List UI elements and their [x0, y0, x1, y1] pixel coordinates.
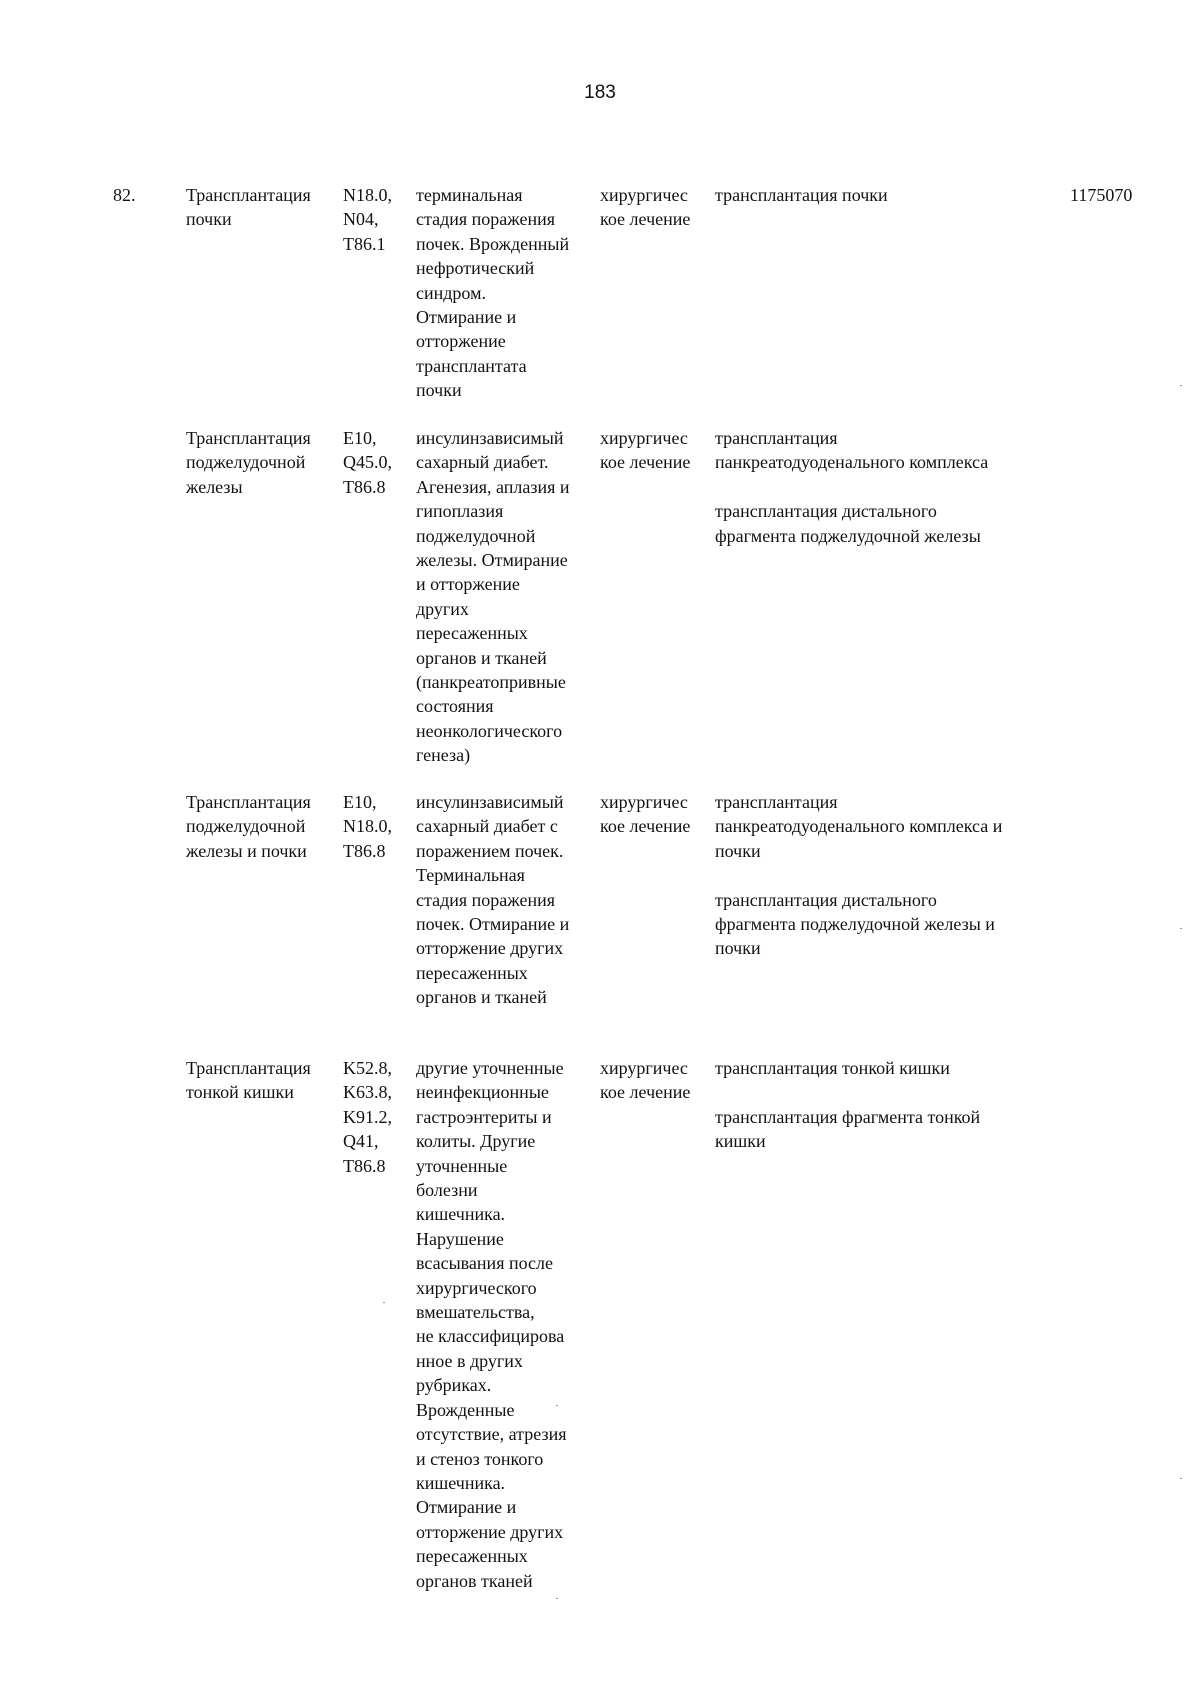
treatment-type-line: кое лечение [600, 1082, 691, 1103]
diagnosis-line: железы. Отмирание [416, 550, 568, 571]
treatment-type-line: кое лечение [600, 816, 691, 837]
icd-code: K52.8, [343, 1058, 392, 1078]
treatment-type [600, 426, 712, 475]
treatment-method-line: трансплантация почки [715, 185, 888, 205]
procedure-name [186, 790, 336, 863]
treatment-method-line: трансплантация [715, 792, 838, 812]
diagnosis-line: гипоплазия [416, 501, 504, 522]
diagnosis-line: и отторжение [416, 574, 520, 595]
procedure-name-line: Трансплантация [186, 792, 311, 812]
diagnosis-line: органов и тканей [416, 647, 547, 668]
diagnosis-line: сахарный диабет с [416, 816, 558, 837]
diagnosis-line: органов и тканей [416, 987, 547, 1008]
diagnosis-line: кишечника. [416, 1204, 506, 1225]
treatment-type [600, 183, 712, 232]
procedure-name-line: железы и почки [186, 840, 307, 861]
treatment-methods [715, 1056, 1055, 1154]
scan-speck [383, 1302, 385, 1303]
treatment-method [715, 183, 1055, 207]
diagnosis-line: другие уточненные [416, 1058, 564, 1078]
diagnosis-line: отторжение других [416, 938, 564, 959]
procedure-name [186, 1056, 336, 1105]
icd-code: T86.8 [343, 840, 386, 861]
diagnosis [416, 790, 598, 1010]
diagnosis-line: стадия поражения [416, 209, 555, 230]
treatment-method [715, 426, 1055, 475]
diagnosis-line: пересаженных [416, 962, 528, 983]
scan-speck [556, 1405, 558, 1406]
diagnosis-line: органов тканей [416, 1570, 533, 1591]
treatment-method-line: фрагмента поджелудочной железы [715, 525, 981, 546]
treatment-methods [715, 426, 1055, 548]
row-number: 82. [113, 185, 136, 205]
icd-codes [343, 183, 413, 256]
icd-code: T86.8 [343, 476, 386, 497]
treatment-method [715, 888, 1055, 961]
diagnosis-line: Врожденные [416, 1399, 515, 1420]
diagnosis-line: почек. Врожденный [416, 233, 570, 254]
diagnosis [416, 426, 598, 768]
diagnosis-line: (панкреатопривные [416, 672, 566, 693]
icd-code: N04, [343, 209, 379, 230]
treatment-method [715, 790, 1055, 863]
diagnosis-line: состояния [416, 696, 494, 717]
icd-code: N18.0, [343, 816, 392, 837]
treatment-method-line: трансплантация [715, 428, 838, 448]
treatment-type-line: хирургичес [600, 792, 688, 812]
procedure-name-line: поджелудочной [186, 452, 306, 473]
icd-code: Q41, [343, 1131, 379, 1152]
diagnosis-line: хирургического [416, 1277, 537, 1298]
treatment-type-line: хирургичес [600, 185, 688, 205]
page-number: 183 [584, 82, 616, 103]
diagnosis-line: синдром. [416, 282, 486, 303]
icd-code: Q45.0, [343, 452, 392, 473]
diagnosis-line: сахарный диабет. [416, 452, 549, 473]
procedure-name [186, 426, 336, 499]
diagnosis [416, 1056, 598, 1593]
diagnosis-line: генеза) [416, 745, 471, 766]
treatment-type-line: хирургичес [600, 428, 688, 448]
treatment-method [715, 499, 1055, 548]
treatment-method-line: трансплантация тонкой кишки [715, 1058, 950, 1078]
diagnosis-line: трансплантата [416, 355, 527, 376]
treatment-method-line: трансплантация дистального [715, 501, 937, 522]
procedure-name-line: Трансплантация [186, 1058, 311, 1078]
diagnosis-line: отсутствие, атрезия [416, 1424, 567, 1445]
diagnosis-line: почек. Отмирание и [416, 914, 570, 935]
diagnosis-line: колиты. Другие [416, 1131, 536, 1152]
icd-code: N18.0, [343, 185, 392, 205]
icd-code: T86.1 [343, 233, 386, 254]
procedure-name-line: железы [186, 476, 243, 497]
diagnosis-line: всасывания после [416, 1253, 554, 1274]
icd-codes [343, 1056, 413, 1178]
icd-code: E10, [343, 792, 377, 812]
scan-speck [1180, 928, 1182, 929]
diagnosis-line: нное в других [416, 1350, 523, 1371]
diagnosis-line: поражением почек. [416, 840, 564, 861]
treatment-type-line: хирургичес [600, 1058, 688, 1078]
diagnosis [416, 183, 598, 403]
diagnosis-line: рубриках. [416, 1375, 492, 1396]
diagnosis-line: терминальная [416, 185, 523, 205]
icd-codes [343, 426, 413, 499]
treatment-method-line: панкреатодуоденального комплекса [715, 452, 989, 473]
icd-codes [343, 790, 413, 863]
treatment-method-line: почки [715, 840, 761, 861]
treatment-method-line: кишки [715, 1131, 766, 1152]
diagnosis-line: кишечника. [416, 1472, 506, 1493]
treatment-method-line: фрагмента поджелудочной железы и [715, 914, 995, 935]
treatment-type [600, 1056, 712, 1105]
diagnosis-line: Отмирание и [416, 1497, 517, 1518]
icd-code: K91.2, [343, 1106, 392, 1127]
diagnosis-line: инсулинзависимый [416, 792, 564, 812]
procedure-name-line: Трансплантация [186, 428, 311, 448]
diagnosis-line: болезни [416, 1180, 478, 1201]
treatment-type [600, 790, 712, 839]
treatment-type-line: кое лечение [600, 209, 691, 230]
diagnosis-line: отторжение других [416, 1521, 564, 1542]
scan-speck [1180, 1478, 1182, 1479]
diagnosis-line: Терминальная [416, 865, 525, 886]
diagnosis-line: уточненные [416, 1155, 508, 1176]
diagnosis-line: и стеноз тонкого [416, 1448, 544, 1469]
diagnosis-line: пересаженных [416, 1546, 528, 1567]
icd-code: E10, [343, 428, 377, 448]
procedure-name-line: Трансплантация [186, 185, 311, 205]
diagnosis-line: гастроэнтериты и [416, 1106, 552, 1127]
treatment-methods [715, 790, 1055, 961]
procedure-name [186, 183, 336, 232]
diagnosis-line: других [416, 598, 469, 619]
icd-code: K63.8, [343, 1082, 392, 1103]
icd-code: T86.8 [343, 1155, 386, 1176]
procedure-name-line: поджелудочной [186, 816, 306, 837]
scan-speck [1180, 385, 1182, 386]
procedure-name-line: тонкой кишки [186, 1082, 294, 1103]
scan-speck [556, 1598, 558, 1599]
diagnosis-line: не классифицирова [416, 1326, 565, 1347]
treatment-method [715, 1105, 1055, 1154]
diagnosis-line: Агенезия, аплазия и [416, 476, 570, 497]
procedure-name-line: почки [186, 209, 232, 230]
treatment-methods [715, 183, 1055, 207]
treatment-method-line: панкреатодуоденального комплекса и [715, 816, 1003, 837]
diagnosis-line: поджелудочной [416, 525, 536, 546]
diagnosis-line: почки [416, 380, 462, 401]
diagnosis-line: Нарушение [416, 1228, 504, 1249]
treatment-method-line: почки [715, 938, 761, 959]
diagnosis-line: Отмирание и [416, 307, 517, 328]
diagnosis-line: стадия поражения [416, 889, 555, 910]
treatment-method-line: трансплантация фрагмента тонкой [715, 1106, 981, 1127]
cost-value: 1175070 [1070, 185, 1133, 205]
diagnosis-line: вмешательства, [416, 1302, 535, 1323]
diagnosis-line: неонкологического [416, 720, 563, 741]
diagnosis-line: неинфекционные [416, 1082, 549, 1103]
diagnosis-line: отторжение [416, 331, 506, 352]
diagnosis-line: пересаженных [416, 623, 528, 644]
treatment-type-line: кое лечение [600, 452, 691, 473]
diagnosis-line: инсулинзависимый [416, 428, 564, 448]
treatment-method [715, 1056, 1055, 1080]
treatment-method-line: трансплантация дистального [715, 889, 937, 910]
diagnosis-line: нефротический [416, 258, 535, 279]
